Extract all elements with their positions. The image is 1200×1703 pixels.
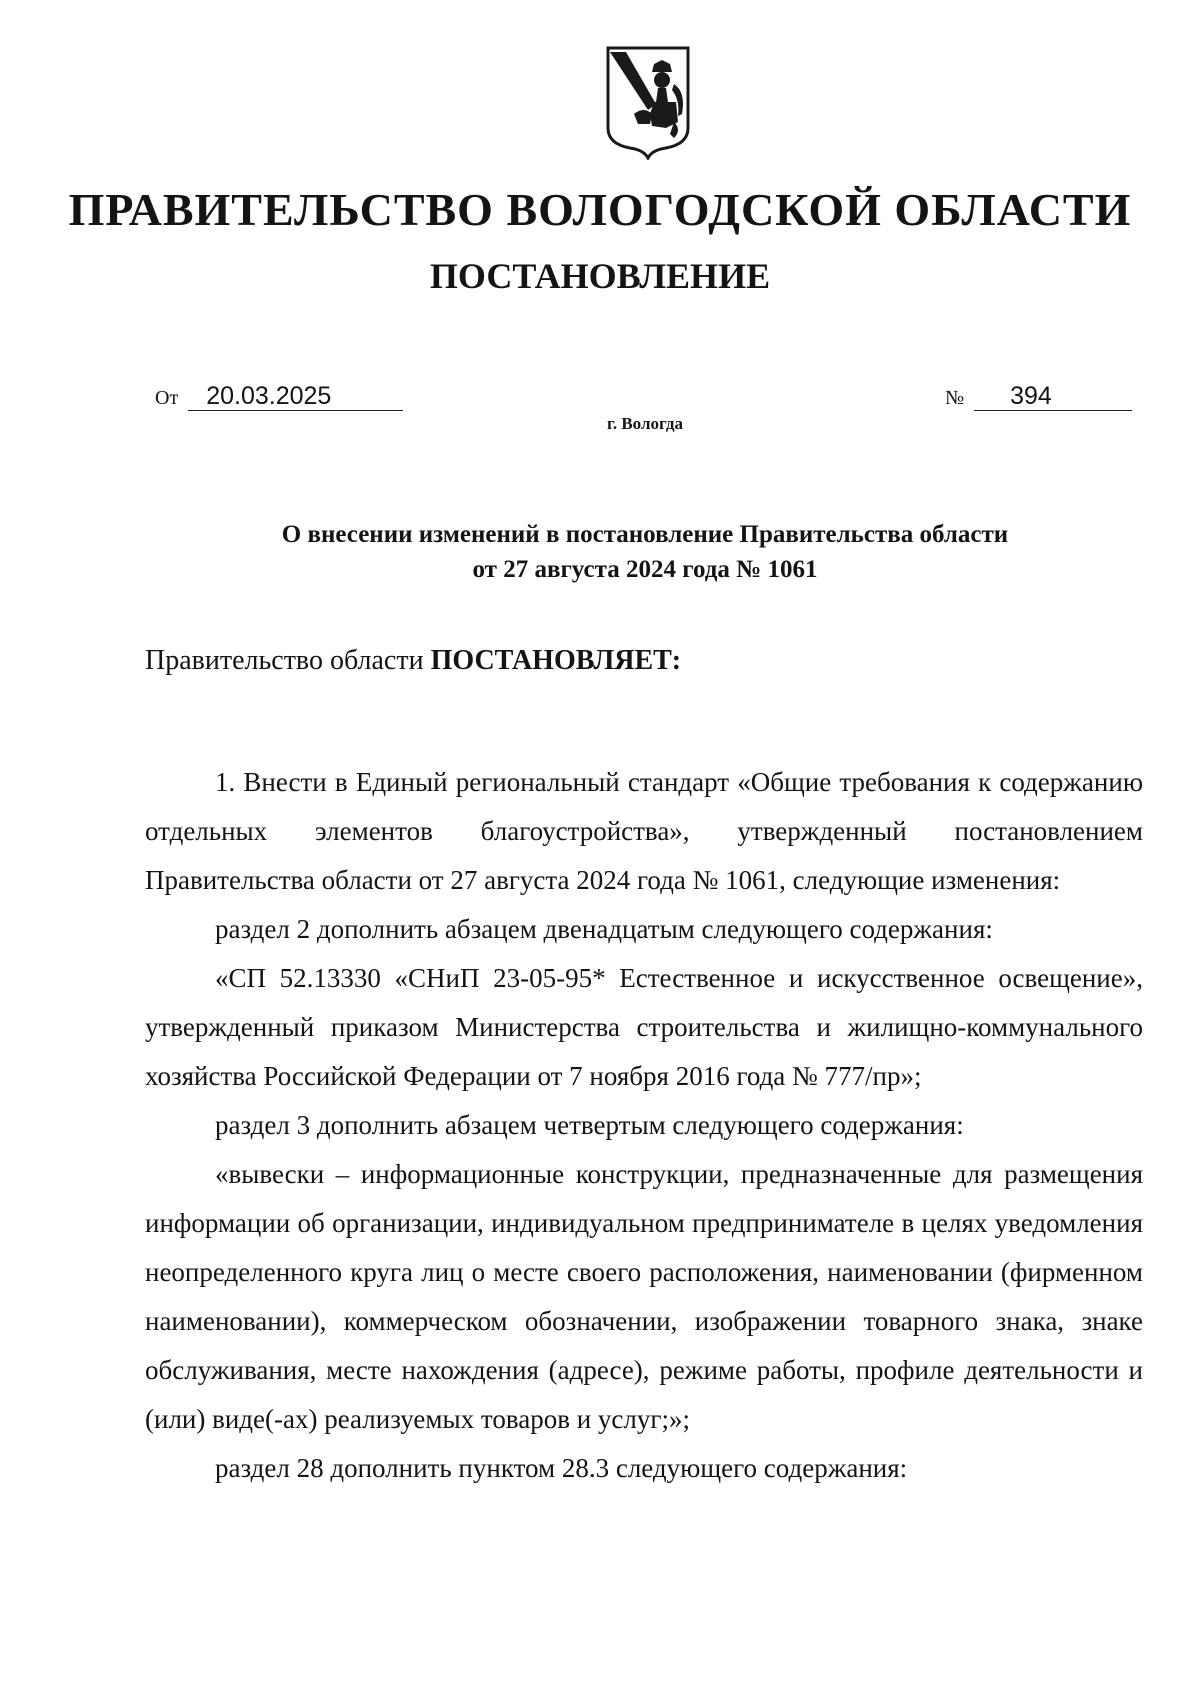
city-label: г. Вологда <box>607 414 683 433</box>
date-value: 20.03.2025 <box>188 382 403 411</box>
body-paragraph: «СП 52.13330 «СНиП 23-05-95* Естественное и искусственное освещение», утвержденный приказом Министерства строительства и жилищно-коммунального хозяйства Российской Федерации от 7 ноября 2016 года № 777/пр»; <box>145 963 1143 1091</box>
number-value: 394 <box>974 382 1132 411</box>
date-label: От <box>155 387 179 409</box>
number-label: № <box>945 387 965 409</box>
preamble-text: Правительство области <box>145 645 431 676</box>
subject-line-2: от 27 августа 2024 года № 1061 <box>472 556 818 583</box>
government-title: ПРАВИТЕЛЬСТВО ВОЛОГОДСКОЙ ОБЛАСТИ <box>68 184 1132 235</box>
body-paragraph: «вывески – информационные конструкции, предназначенные для размещения информации об организации, индивидуальном предпринимателе в целях уведомления неопределенного круга лиц о месте своего расположения, наименовании (фирменном наименовании), коммерческом обозначении, изображении товарного знака, знаке обслуживания, месте нахождения (адресе), режиме работы, профиле деятельности и (или) виде(-ах) реализуемых товаров и услуг;»; <box>145 1159 1143 1434</box>
body-paragraph: 1. Внести в Единый региональный стандарт «Общие требования к содержанию отдельных элементов благоустройства», утвержденный постановлением Правительства области от 27 августа 2024 года № 1061, следующие изменения: <box>145 767 1143 895</box>
subject-line-1: О внесении изменений в постановление Правительства области <box>281 521 1009 548</box>
preamble-emphasis: ПОСТАНОВЛЯЕТ: <box>430 645 682 676</box>
body-paragraph: раздел 28 дополнить пунктом 28.3 следующего содержания: <box>215 1453 908 1483</box>
body-paragraph: раздел 3 дополнить абзацем четвертым следующего содержания: <box>215 1110 964 1140</box>
document-subject <box>0 517 1200 587</box>
body-paragraph: раздел 2 дополнить абзацем двенадцатым следующего содержания: <box>215 914 993 944</box>
number-field <box>945 382 1132 411</box>
date-field <box>155 382 403 411</box>
document-type-title: ПОСТАНОВЛЕНИЕ <box>429 256 771 296</box>
document-body <box>145 758 1143 1493</box>
coat-of-arms-emblem <box>604 44 692 160</box>
preamble <box>145 645 681 677</box>
